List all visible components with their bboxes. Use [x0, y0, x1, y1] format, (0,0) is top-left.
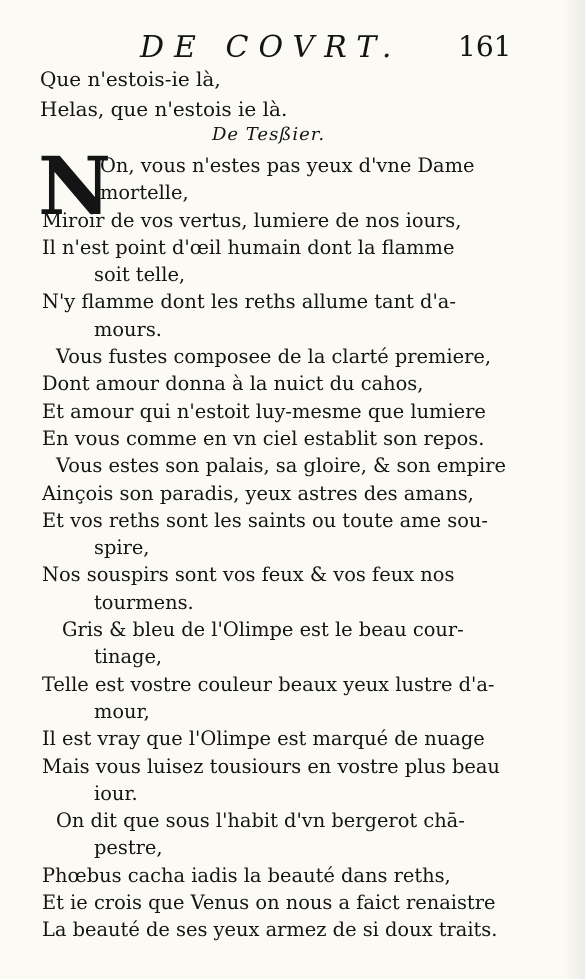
poem-line: On, vous n'estes pas yeux d'vne Dame [100, 154, 475, 177]
poem-line: La beauté de ses yeux armez de si doux traits. [42, 918, 498, 942]
poem-line: spire, [94, 536, 150, 560]
drop-cap: N [38, 139, 112, 233]
intro-refrain [40, 64, 287, 124]
poem-line: mours. [94, 317, 162, 341]
poem-author: De Tesßier. [212, 124, 326, 145]
poem-line: En vous comme en vn ciel establit son repos. [42, 426, 485, 450]
poem-line: Ainçois son paradis, yeux astres des amans, [42, 481, 474, 505]
poem-line: mortelle, [100, 181, 189, 205]
poem-line: Vous fustes composee de la clarté premiere, [56, 345, 492, 369]
poem-line: pestre, [94, 836, 163, 860]
poem-line: On dit que sous l'habit d'vn bergerot chā- [56, 809, 465, 833]
page-gutter-shadow [563, 0, 585, 979]
poem-line: Nos souspirs sont vos feux & vos feux nos [42, 563, 455, 587]
poem-line: Et amour qui n'estoit luy-mesme que lumiere [42, 399, 486, 423]
poem-line: Miroir de vos vertus, lumiere de nos iours, [42, 208, 462, 232]
poem-line: Il n'est point d'œil humain dont la flamme [42, 235, 455, 259]
poem-line: Mais vous luisez tousiours en vostre plus beau [42, 754, 500, 778]
poem-body [40, 152, 506, 944]
poem-line: Telle est vostre couleur beaux yeux lustre d'a- [42, 672, 495, 696]
intro-line: Helas, que n'estois ie là. [40, 97, 288, 121]
poem-line: iour. [94, 781, 138, 805]
poem-line: Phœbus cacha iadis la beauté dans reths, [42, 863, 451, 887]
intro-line: Que n'estois-ie là, [40, 67, 221, 91]
poem-line: soit telle, [94, 263, 186, 287]
poem-line: Dont amour donna à la nuict du cahos, [42, 372, 424, 396]
page-number: 161 [458, 30, 512, 63]
poem-line: mour, [94, 699, 150, 723]
poem-line: tinage, [94, 645, 163, 669]
poem-line: Et ie crois que Venus on nous a faict renaistre [42, 891, 496, 915]
poem-line: Gris & bleu de l'Olimpe est le beau cour- [62, 618, 464, 642]
poem-line: tourmens. [94, 590, 194, 614]
poem-line: N'y flamme dont les reths allume tant d'a- [42, 290, 456, 314]
running-head: DE COVRT. [140, 30, 402, 65]
poem-line: Vous estes son palais, sa gloire, & son empire [56, 454, 506, 478]
poem-line: Et vos reths sont les saints ou toute ame sou- [42, 508, 488, 532]
poem-line: Il est vray que l'Olimpe est marqué de nuage [42, 727, 485, 751]
